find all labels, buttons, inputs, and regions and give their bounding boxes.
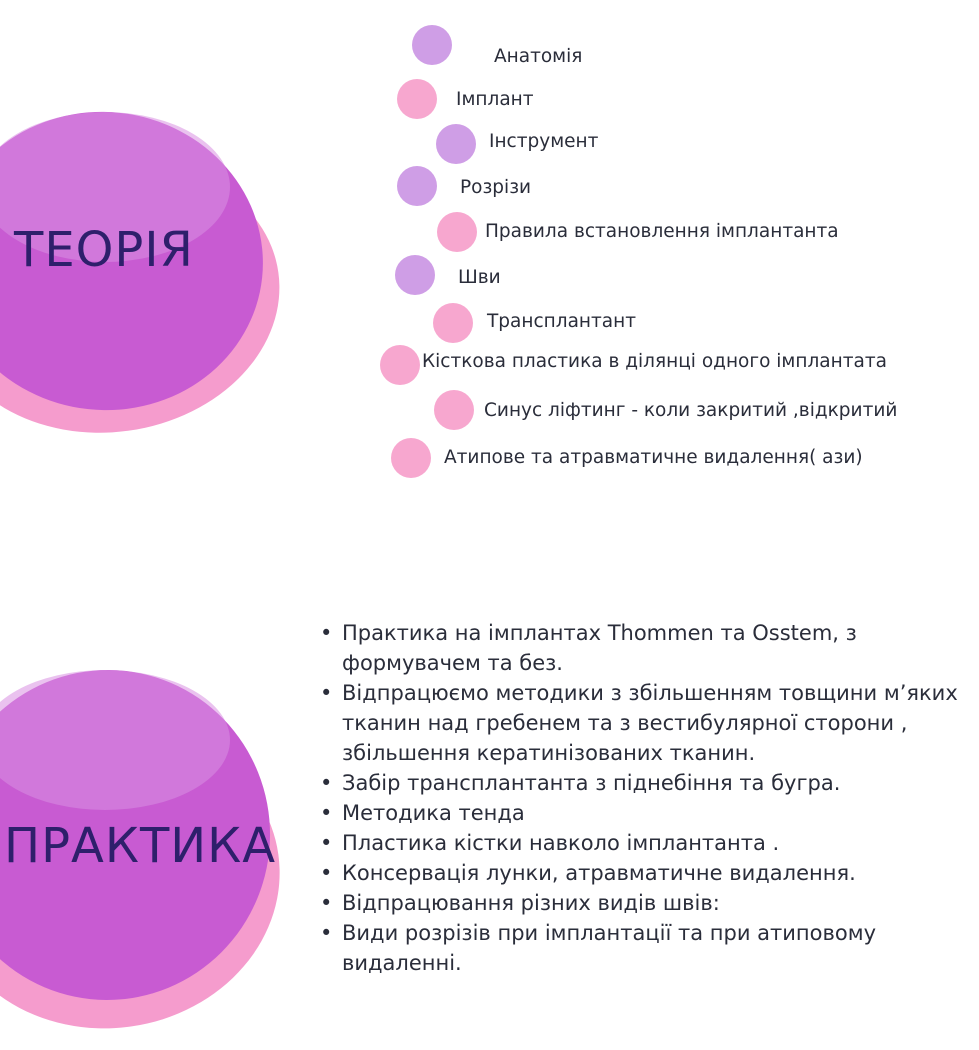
theory-item: Правила встановлення імплантанта [485, 221, 839, 242]
bullet-icon: • [320, 831, 333, 855]
practice-item [318, 918, 973, 978]
bullet-dot-icon [412, 25, 452, 65]
bullet-dot-icon [395, 255, 435, 295]
bullet-icon: • [320, 891, 333, 915]
theory-item: Розрізи [460, 177, 532, 198]
bullet-icon: • [320, 771, 333, 795]
bullet-dot-icon [380, 345, 420, 385]
practice-item [318, 798, 973, 828]
practice-item [318, 858, 973, 888]
bullet-dot-icon [397, 166, 437, 206]
practice-item [318, 618, 973, 678]
practice-item [318, 768, 973, 798]
theory-item: Трансплантант [487, 311, 636, 332]
theory-item: Шви [458, 267, 501, 288]
practice-item [318, 888, 973, 918]
bullet-dot-icon [437, 212, 477, 252]
theory-item: Синус ліфтинг - коли закритий ,відкритий [484, 400, 898, 421]
bullet-dot-icon [391, 438, 431, 478]
practice-list [318, 618, 973, 978]
practice-item-text: Практика на імплантах Thommen та Osstem, з формувачем та без. [342, 621, 857, 675]
theory-item: Інструмент [489, 131, 599, 152]
bullet-dot-icon [436, 124, 476, 164]
bullet-icon: • [320, 861, 333, 885]
bullet-icon: • [320, 681, 333, 705]
theory-item: Анатомія [494, 46, 583, 67]
practice-item-text: Види розрізів при імплантації та при атиповому видаленні. [342, 921, 876, 975]
practice-item-text: Відпрацюємо методики з збільшенням товщини м’яких тканин над гребенем та з вестибулярної сторони , збільшення кератинізованих тканин. [342, 681, 958, 765]
bullet-icon: • [320, 921, 333, 945]
bullet-icon: • [320, 621, 333, 645]
theory-item: Імплант [456, 89, 534, 110]
practice-item-text: Консервація лунки, атравматичне видалення. [342, 861, 856, 885]
bullet-dot-icon [434, 390, 474, 430]
theory-item: Атипове та атравматичне видалення( ази) [444, 447, 863, 468]
theory-title: ТЕОРІЯ [14, 222, 194, 278]
practice-item-text: Методика тенда [342, 801, 525, 825]
practice-item [318, 678, 973, 768]
practice-item [318, 828, 973, 858]
bullet-dot-icon [397, 79, 437, 119]
practice-item-text: Відпрацювання різних видів швів: [342, 891, 720, 915]
practice-item-text: Пластика кістки навколо імплантанта . [342, 831, 780, 855]
theory-item: Кісткова пластика в ділянці одного імплантата [422, 351, 887, 372]
practice-title: ПРАКТИКА [4, 818, 277, 874]
practice-item-text: Забір трансплантанта з піднебіння та бугра. [342, 771, 841, 795]
bullet-dot-icon [433, 303, 473, 343]
bullet-icon: • [320, 801, 333, 825]
